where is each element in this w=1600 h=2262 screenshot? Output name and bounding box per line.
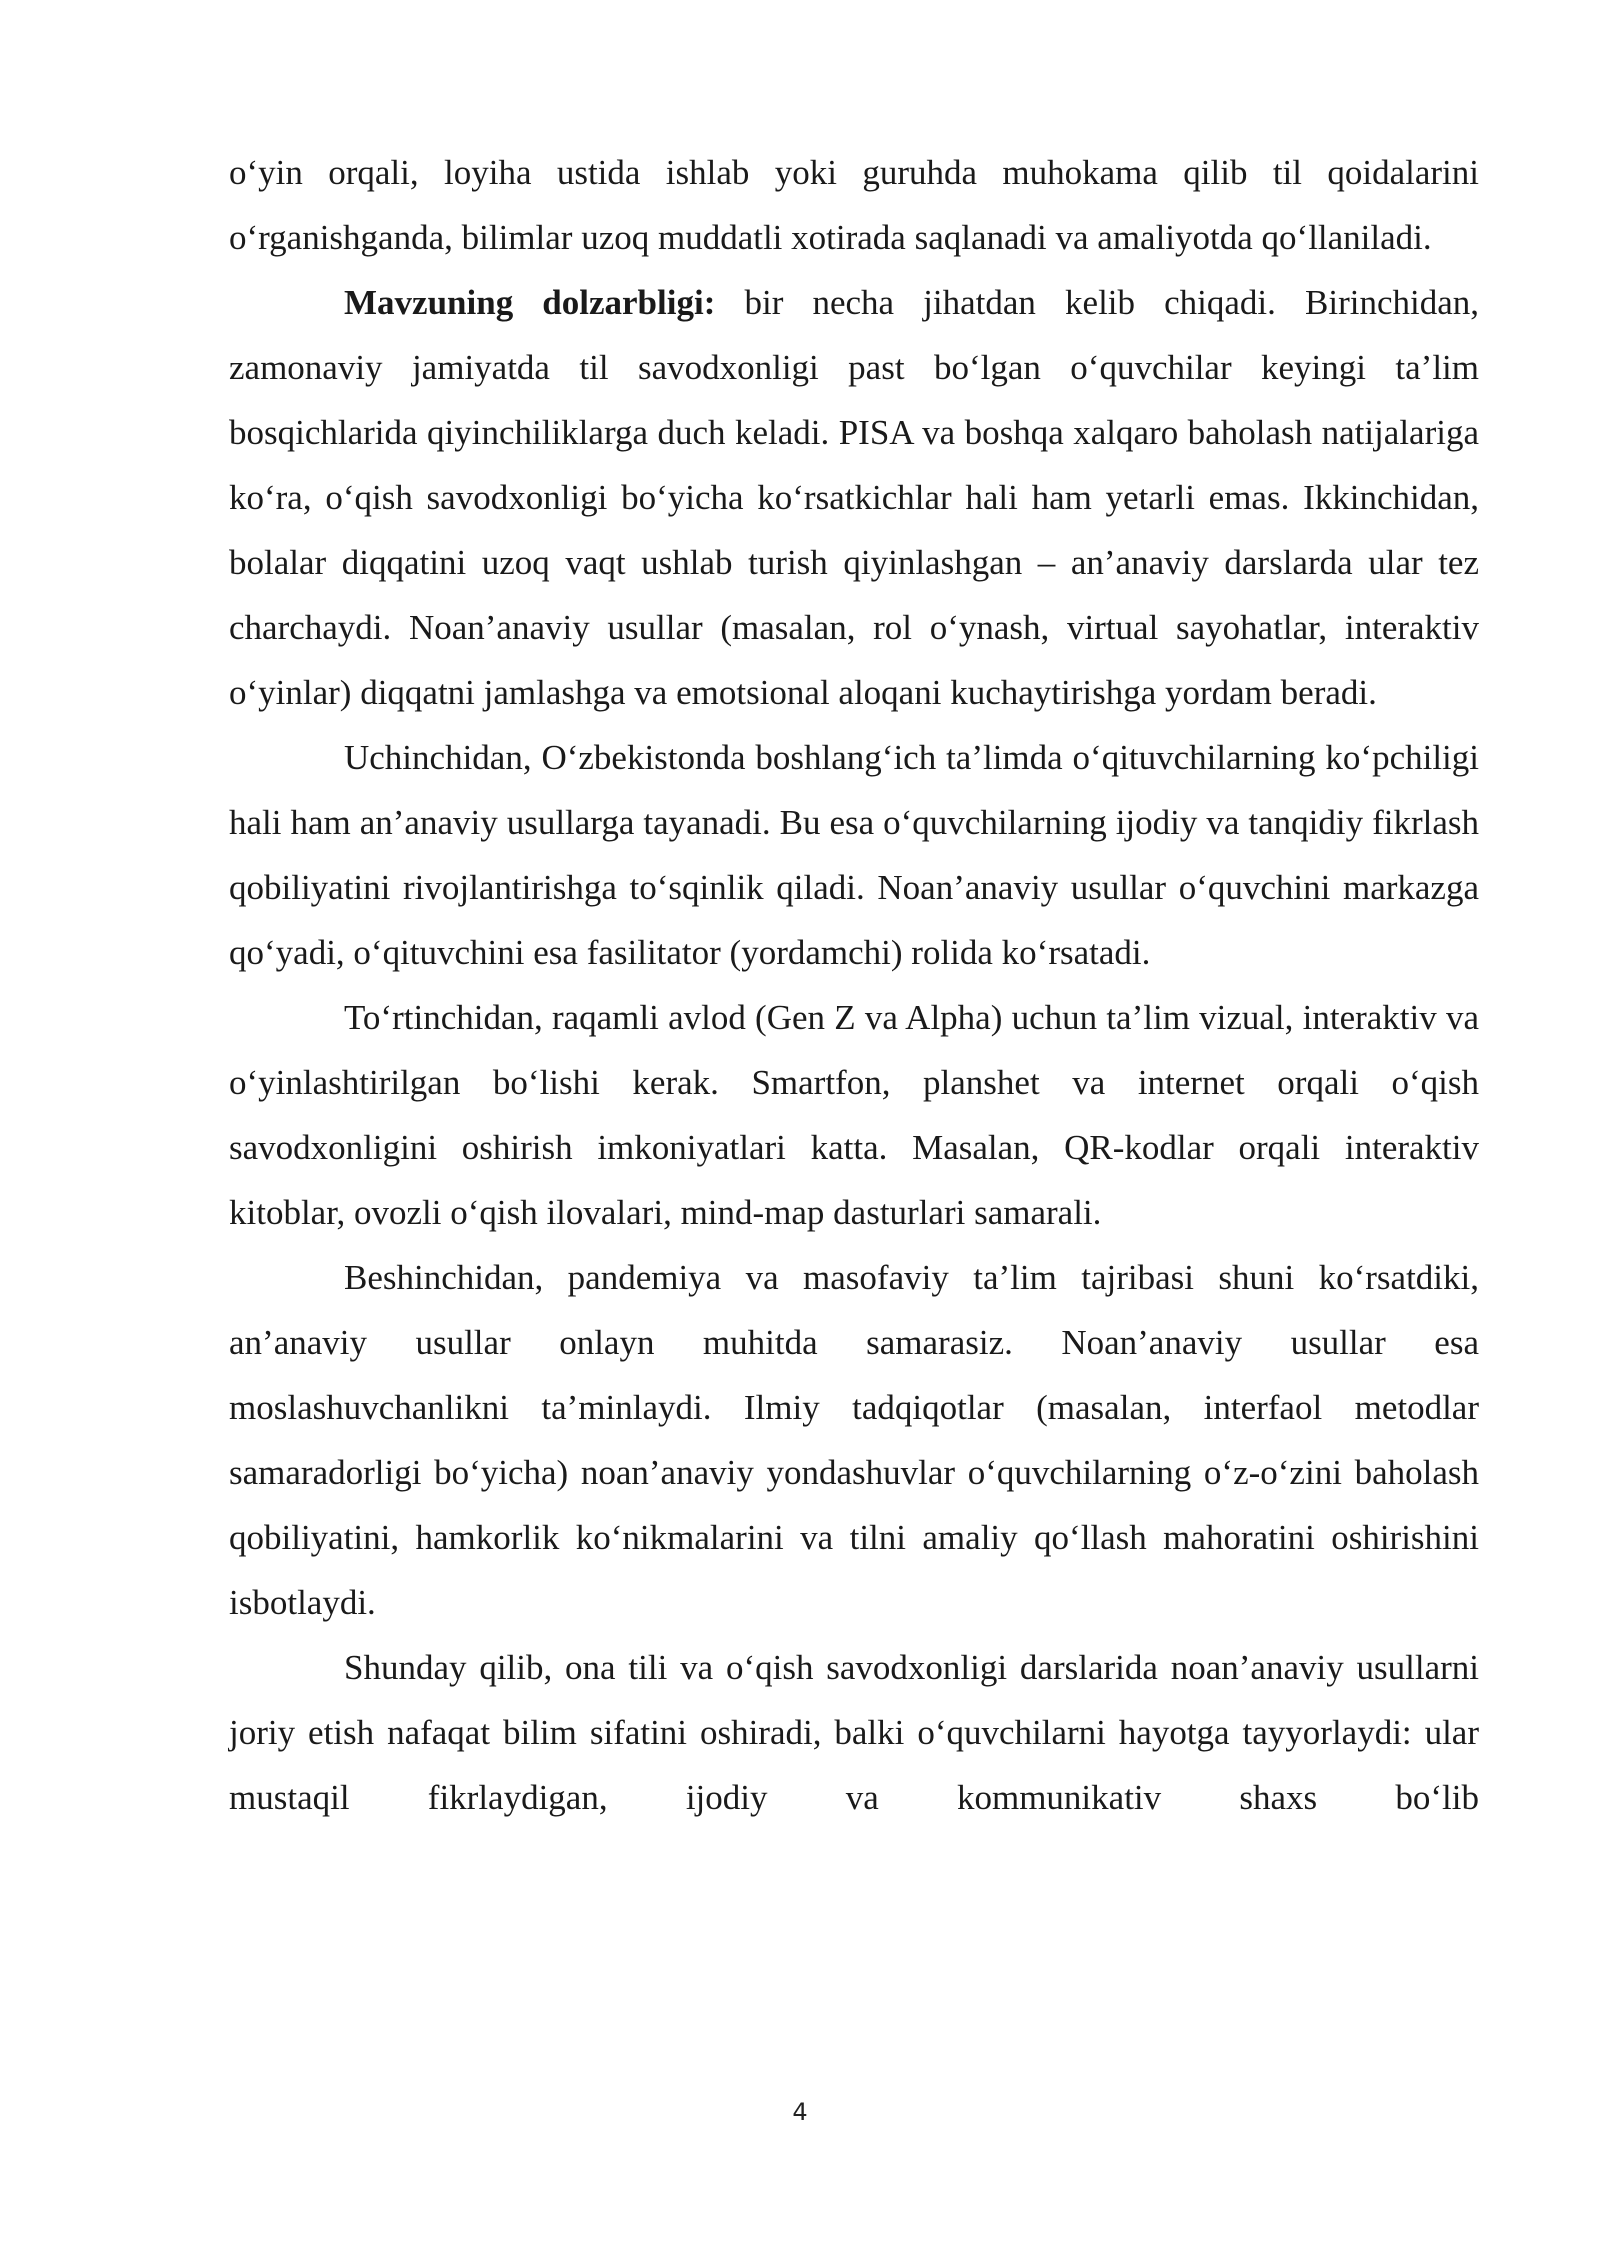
paragraph-continuation [229, 140, 1479, 270]
paragraph-lead-bold: Mavzuning dolzarbligi: [344, 283, 716, 322]
paragraph-conclusion [229, 1635, 1479, 1830]
paragraph-text: bir necha jihatdan kelib chiqadi. Birinchidan, zamonaviy jamiyatda til savodxonligi past bo‘lgan o‘quvchilar keyingi ta’lim bosqichlarida qiyinchiliklarga duch keladi. PISA va boshqa xalqaro baholash natijalariga ko‘ra, o‘qish savodxonligi bo‘yicha ko‘rsatkichlar hali ham yetarli emas. Ikkinchidan, bolalar diqqatini uzoq vaqt ushlab turish qiyinlashgan – an’anaviy darslarda ular tez charchaydi. Noan’anaviy usullar (masalan, rol o‘ynash, virtual sayohatlar, interaktiv o‘yinlar) diqqatni jamlashga va emotsional aloqani kuchaytirishga yordam beradi. [229, 283, 1479, 712]
paragraph-text: To‘rtinchidan, raqamli avlod (Gen Z va Alpha) uchun ta’lim vizual, interaktiv va o‘yinlashtirilgan bo‘lishi kerak. Smartfon, planshet va internet orqali o‘qish savodxonligini oshirish imkoniyatlari katta. Masalan, QR-kodlar orqali interaktiv kitoblar, ovozli o‘qish ilovalari, mind-map dasturlari samarali. [229, 998, 1479, 1232]
paragraph-fifth [229, 1245, 1479, 1635]
page-number: 4 [792, 2098, 808, 2126]
paragraph-fourth [229, 985, 1479, 1245]
paragraph-text: Shunday qilib, ona tili va o‘qish savodxonligi darslarida noan’anaviy usullarni joriy etish nafaqat bilim sifatini oshiradi, balki o‘quvchilarni hayotga tayyorlaydi: ular mustaqil fikrlaydigan, ijodiy va kommunikativ shaxs bo‘lib [229, 1648, 1479, 1817]
paragraph-text: Uchinchidan, O‘zbekistonda boshlang‘ich ta’limda o‘qituvchilarning ko‘pchiligi hali ham an’anaviy usullarga tayanadi. Bu esa o‘quvchilarning ijodiy va tanqidiy fikrlash qobiliyatini rivojlantirishga to‘sqinlik qiladi. Noan’anaviy usullar o‘quvchini markazga qo‘yadi, o‘qituvchini esa fasilitator (yordamchi) rolida ko‘rsatadi. [229, 738, 1479, 972]
paragraph-text: o‘yin orqali, loyiha ustida ishlab yoki guruhda muhokama qilib til qoidalarini o‘rganishganda, bilimlar uzoq muddatli xotirada saqlanadi va amaliyotda qo‘llaniladi. [229, 153, 1479, 257]
paragraph-third [229, 725, 1479, 985]
body-text [229, 140, 1479, 1830]
paragraph-text: Beshinchidan, pandemiya va masofaviy ta’lim tajribasi shuni ko‘rsatdiki, an’anaviy usullar onlayn muhitda samarasiz. Noan’anaviy usullar esa moslashuvchanlikni ta’minlaydi. Ilmiy tadqiqotlar (masalan, interfaol metodlar samaradorligi bo‘yicha) noan’anaviy yondashuvlar o‘quvchilarning o‘z-o‘zini baholash qobiliyatini, hamkorlik ko‘nikmalarini va tilni amaliy qo‘llash mahoratini oshirishini isbotlaydi. [229, 1258, 1479, 1622]
paragraph-relevance [229, 270, 1479, 725]
